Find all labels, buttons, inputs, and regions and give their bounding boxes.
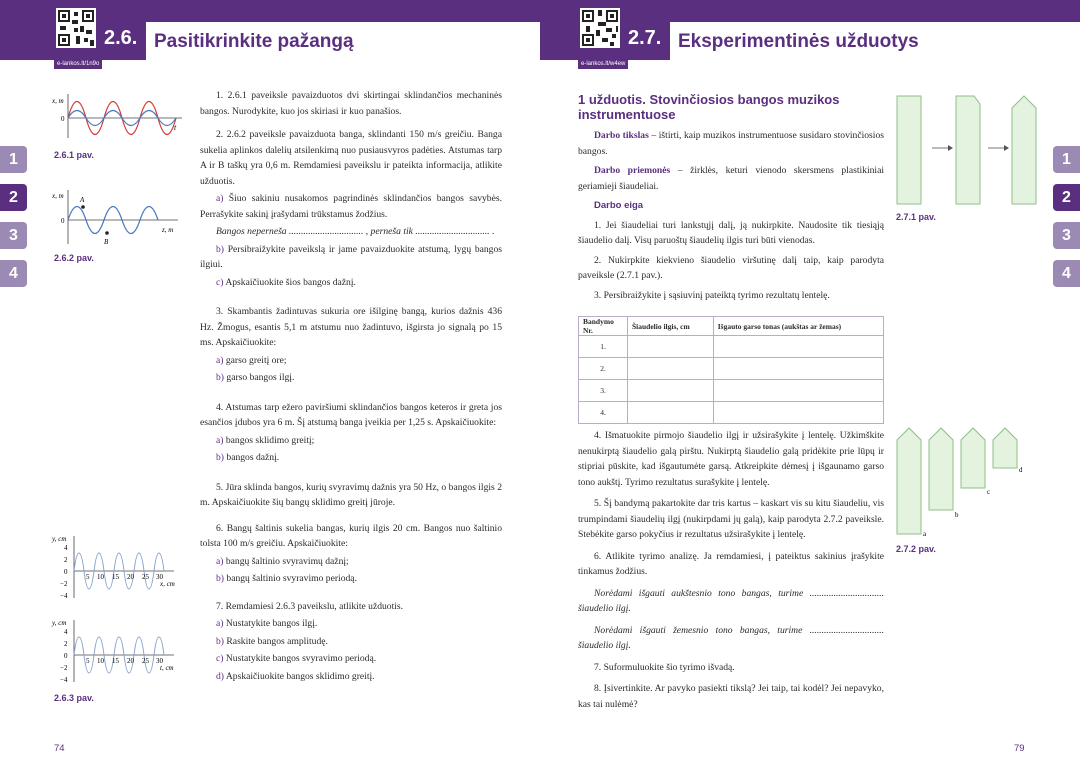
- chapter-tab-3[interactable]: 3: [1053, 222, 1080, 249]
- left-tasks-column: [200, 88, 502, 686]
- right-header: [540, 0, 1080, 60]
- col-header-trial: Bandymo Nr.: [579, 317, 628, 336]
- task-2a-text: Šiuo sakiniu nusakomos pagrindinės sklindančios bangos savybės. Perrašykite sakinį įrašydami trūkstamus žodžius.: [200, 193, 502, 220]
- work-tools-text: – žirklės, keturi vienodo skersmens plastikiniai geriamieji šiaudeliai.: [578, 165, 884, 192]
- task-1: 1. 2.6.1 paveiksle pavaizduotos dvi skirtingai sklindančios mechaninės bangos. Nurodykite, kuo jos skiriasi ir kuo panašios.: [200, 90, 502, 117]
- task-2: 2. 2.6.2 paveiksle pavaizduota banga, sklindanti 150 m/s greičiu. Banga sukelia aplinkos dalelių atsilenkimą nuo pusiausvyros padėties. Atstumas tarp A ir B taškų yra 0,6 m. Remdamiesi paveikslu ir pateikta informacija, atlikite užduotis.: [200, 129, 502, 187]
- figure-caption-2-6-2: 2.6.2 pav.: [54, 253, 94, 263]
- task-5: 5. Jūra sklinda bangos, kurių svyravimų dažnis yra 50 Hz, o bangos ilgis 2 m. Apskaičiuokite šių bangų sklidimo greitį jūroje.: [200, 481, 502, 508]
- step-1: 1. Jei šiaudeliai turi lankstųjį dalį, ją nukirpkite. Naudosite tik tiesiąją šiaudelio dalį. Visų paruoštų šiaudelių ilgis turi būti vienodas.: [578, 219, 884, 246]
- fig3b-ytick-0: 0: [64, 652, 68, 660]
- task-6a-label: a): [216, 555, 224, 567]
- table-cell: [628, 402, 714, 424]
- fig3t-xtick-5: 5: [86, 573, 90, 581]
- step-7: 7. Suformuluokite šio tyrimo išvadą.: [594, 661, 735, 673]
- straw-pointed: [1012, 96, 1036, 204]
- fig3t-ylabel: y, cm: [52, 535, 67, 543]
- straw-b: [929, 428, 953, 510]
- point-a-marker: [81, 205, 85, 209]
- task-6a-text: bangų šaltinio svyravimų dažnį;: [225, 555, 349, 567]
- fig3t-xtick-20: 20: [127, 573, 134, 581]
- procedure-heading: Darbo eiga: [594, 200, 644, 211]
- fig2-origin: 0: [61, 217, 65, 225]
- task-7: 7. Remdamiesi 2.6.3 paveikslu, atlikite užduotis.: [216, 600, 404, 612]
- figure-2-6-2: [50, 186, 190, 250]
- point-a-label: A: [80, 196, 85, 204]
- fig3b-xtick-10: 10: [97, 657, 104, 665]
- task-7b-text: Raskite bangos amplitudę.: [226, 635, 328, 647]
- task-7a: [200, 616, 502, 632]
- task-3b-label: b): [216, 372, 224, 383]
- figure-2-6-3-bottom: [50, 616, 190, 686]
- task-3a-text: garso greitį ore;: [225, 354, 287, 366]
- right-lower-column: [578, 428, 884, 712]
- fig2-xlabel: z, m: [162, 226, 174, 234]
- work-goal-label: Darbo tikslas: [594, 130, 649, 141]
- fig3t-xtick-30: 30: [156, 573, 163, 581]
- chapter-tab-3[interactable]: 3: [0, 222, 27, 249]
- step-5: 5. Šį bandymą pakartokite dar tris kartus – kaskart vis su kitu šiaudeliu, vis trumpindami šiaudelių ilgį (nukirpdami jų galą), kaip parodyta 2.7.2 paveiksle. Stebėkite garso pokyčius ir rezultatus užsirašykite į lentelę.: [578, 498, 884, 540]
- table-cell: [713, 358, 883, 380]
- right-upper-column: [578, 128, 884, 307]
- fig3t-xlabel: x, cm: [160, 580, 175, 588]
- fig3b-ytick-m2: −2: [60, 664, 68, 672]
- task-2b: [200, 242, 502, 273]
- left-header: [0, 0, 540, 60]
- e-link[interactable]: e-lankos.lt/1n9o: [54, 60, 102, 69]
- figure-2-7-2: [892, 422, 1042, 540]
- task-6b-text: bangų šaltinio svyravimo periodą.: [226, 573, 357, 584]
- task-2a: [200, 191, 502, 222]
- figure-caption-2-7-1: 2.7.1 pav.: [896, 212, 936, 222]
- table-cell: [628, 336, 714, 358]
- step-6: 6. Atlikite tyrimo analizę. Ja remdamiesi, į pateiktus sakinius įrašykite tinkamus žodžius.: [578, 550, 884, 577]
- fig3b-xlabel: t, cm: [160, 664, 174, 672]
- task-6b: [200, 571, 502, 587]
- fig1-origin: 0: [61, 115, 65, 123]
- figure-caption-2-6-1: 2.6.1 pav.: [54, 150, 94, 160]
- step-3: 3. Persibraižykite į sąsiuvinį pateiktą tyrimo rezultatų lentelę.: [594, 289, 830, 301]
- straw-a-label: a: [923, 530, 927, 538]
- page-number-right: 79: [1014, 743, 1025, 754]
- straw-d: [993, 428, 1017, 468]
- work-tools: [578, 163, 884, 194]
- qr-code-icon[interactable]: [56, 8, 96, 48]
- straw-a: [897, 428, 921, 534]
- point-b-label: B: [104, 238, 109, 246]
- step-6-sentence-1: Norėdami išgauti aukštesnio tono bangas, turime ............................... šiaudelio ilgį.: [578, 587, 884, 614]
- table-cell: [713, 336, 883, 358]
- straw-d-label: d: [1019, 466, 1023, 474]
- fig3t-xtick-15: 15: [112, 573, 119, 581]
- work-goal-text: – ištirti, kaip muzikos instrumentuose susidaro stovinčiosios bangos.: [578, 130, 884, 157]
- task-2c-label: c): [216, 276, 224, 288]
- chapter-tab-4[interactable]: 4: [0, 260, 27, 287]
- table-row: [579, 402, 884, 424]
- work-tools-label: Darbo priemonės: [594, 165, 671, 176]
- section-number: 2.6.: [104, 27, 138, 49]
- fig3t-ytick-4: 4: [64, 544, 68, 552]
- fig3b-ytick-4: 4: [64, 628, 68, 636]
- step-4: 4. Išmatuokite pirmojo šiaudelio ilgį ir užsirašykite į lentelę. Užkimškite nenukirptą šiaudelio galą pirštu. Nukirptą šiaudelio galą pridėkite prie lūpų ir stipriai pūskite, kad išgautumėte garsą. Atkreipkite dėmesį į išgaunamo garso tono aukštį. Tyrimo rezultatus surašykite į lentelę.: [578, 430, 884, 488]
- table-cell: [628, 358, 714, 380]
- task-2a-blank-sentence: Bangos neperneša ............................... , perneša tik ............................... .: [216, 226, 495, 237]
- fig3t-ytick-0: 0: [64, 568, 68, 576]
- straw-c-label: c: [987, 488, 991, 496]
- chapter-tab-2[interactable]: 2: [1053, 184, 1080, 211]
- task-3: 3. Skambantis žadintuvas sukuria ore išilginę bangą, kurios dažnis 436 Hz. Žmogus, esantis 5,1 m atstumu nuo žadintuvo, išgirsta jo signalą po 15 ms. Apskaičiuokite:: [200, 306, 502, 348]
- task-7a-label: a): [216, 618, 224, 629]
- fig3b-ylabel: y, cm: [52, 619, 67, 627]
- straw-uncut: [897, 96, 921, 204]
- section-title: Eksperimentinės užduotys: [670, 22, 1080, 60]
- task-3b-text: garso bangos ilgį.: [226, 372, 295, 383]
- e-link[interactable]: e-lankos.lt/w4ew: [578, 60, 628, 69]
- task-6b-label: b): [216, 573, 224, 584]
- task-3b: [200, 370, 502, 386]
- task-4b-text: bangos dažnį.: [226, 452, 280, 463]
- table-cell: [713, 402, 883, 424]
- row-number: 4.: [579, 402, 628, 424]
- fig3b-xtick-20: 20: [127, 657, 134, 665]
- table-row: [579, 358, 884, 380]
- figure-2-6-3-top: [50, 532, 190, 602]
- task-7c-text: Nustatykite bangos svyravimo periodą.: [225, 653, 377, 664]
- table-cell: [628, 380, 714, 402]
- row-number: 1.: [579, 336, 628, 358]
- section-title: Pasitikrinkite pažangą: [146, 22, 540, 60]
- task-7b-label: b): [216, 635, 224, 647]
- table-row: [579, 336, 884, 358]
- arrow-2-head: [1004, 145, 1009, 151]
- col-header-length: Šiaudelio ilgis, cm: [628, 317, 714, 336]
- row-number: 2.: [579, 358, 628, 380]
- page-number-left: 74: [54, 743, 65, 754]
- task-7d: [200, 669, 502, 685]
- arrow-1-head: [948, 145, 953, 151]
- figure-caption-2-6-3: 2.6.3 pav.: [54, 693, 94, 703]
- task-7d-text: Apskaičiuokite bangos sklidimo greitį.: [225, 670, 375, 682]
- figure-caption-2-7-2: 2.7.2 pav.: [896, 544, 936, 554]
- task-7a-text: Nustatykite bangos ilgį.: [225, 618, 318, 629]
- results-table-header: [579, 317, 884, 336]
- straw-b-label: b: [955, 511, 959, 519]
- task-4b: [200, 450, 502, 466]
- task-7c: [200, 651, 502, 667]
- chapter-tab-1[interactable]: 1: [0, 146, 27, 173]
- fig3b-ytick-m4: −4: [60, 676, 68, 684]
- task-4a: [200, 433, 502, 449]
- task-2a-label: a): [216, 193, 224, 204]
- fig2-ylabel: x, m: [52, 192, 64, 200]
- work-goal: [578, 128, 884, 159]
- point-b-marker: [105, 231, 109, 235]
- task-6: 6. Bangų šaltinis sukelia bangas, kurių ilgis 20 cm. Bangos nuo šaltinio tolsta 100 m/s greičiu. Apskaičiuokite:: [200, 522, 502, 549]
- chapter-tab-1[interactable]: 1: [1053, 146, 1080, 173]
- task-4: 4. Atstumas tarp ežero paviršiumi sklindančios bangos keteros ir greta jos esančios įdubos yra 6 m. Šį atstumą banga įveikia per 1,25 s. Apskaičiuokite:: [200, 401, 502, 428]
- straw-c: [961, 428, 985, 488]
- task-7c-label: c): [216, 653, 224, 664]
- task-4a-label: a): [216, 434, 224, 446]
- fig3b-ytick-2: 2: [64, 640, 68, 648]
- task-3a: [200, 353, 502, 369]
- table-cell: [713, 380, 883, 402]
- fig1-ylabel: x, m: [52, 97, 64, 105]
- task-2b-label: b): [216, 243, 224, 255]
- fig3t-ytick-m4: −4: [60, 592, 68, 600]
- straw-corner-cut: [956, 96, 980, 204]
- results-table: [578, 316, 884, 424]
- task-2b-text: Persibraižykite paveikslą ir jame pavaizduokite atstumą, lygų bangos ilgiui.: [200, 243, 502, 270]
- task-2c: [200, 275, 502, 291]
- fig3b-xtick-15: 15: [112, 657, 119, 665]
- fig3t-xtick-10: 10: [97, 573, 104, 581]
- chapter-tab-4[interactable]: 4: [1053, 260, 1080, 287]
- task-3a-label: a): [216, 354, 224, 366]
- chapter-tab-2[interactable]: 2: [0, 184, 27, 211]
- qr-code-icon[interactable]: [580, 8, 620, 48]
- figure-2-6-1: [50, 90, 190, 142]
- task-4a-text: bangos sklidimo greitį;: [225, 434, 315, 446]
- table-row: [579, 380, 884, 402]
- qr-code-graphic: [580, 8, 620, 48]
- qr-code-graphic: [56, 8, 96, 48]
- fig3b-xtick-5: 5: [86, 657, 90, 665]
- step-6-sentence-2: Norėdami išgauti žemesnio tono bangas, turime ............................... šiaudelio ilgį.: [578, 624, 884, 651]
- row-number: 3.: [579, 380, 628, 402]
- step-8: 8. Įsivertinkite. Ar pavyko pasiekti tikslą? Jei taip, tai kodėl? Jei nepavyko, kas tai nulėmė?: [578, 683, 884, 710]
- fig3t-ytick-m2: −2: [60, 580, 68, 588]
- section-number: 2.7.: [628, 27, 662, 49]
- task-7d-label: d): [216, 670, 224, 682]
- fig1-xlabel: t: [174, 123, 177, 132]
- right-page: [540, 0, 1080, 782]
- fig3t-xtick-25: 25: [142, 573, 149, 581]
- figure-2-7-1: [892, 92, 1042, 208]
- task-2c-text: Apskaičiuokite šios bangos dažnį.: [225, 276, 356, 288]
- col-header-tone: Išgauto garso tonas (aukštas ar žemas): [713, 317, 883, 336]
- fig3t-ytick-2: 2: [64, 556, 68, 564]
- fig3b-xtick-25: 25: [142, 657, 149, 665]
- step-2: 2. Nukirpkite kiekvieno šiaudelio viršutinę dalį taip, kaip parodyta paveiksle (2.7.1 pav.).: [578, 254, 884, 281]
- task-7b: [200, 634, 502, 650]
- task-title: 1 užduotis. Stovinčiosios bangos muzikos instrumentuose: [578, 92, 840, 122]
- task-6a: [200, 554, 502, 570]
- fig3b-xtick-30: 30: [156, 657, 163, 665]
- task-4b-label: b): [216, 452, 224, 463]
